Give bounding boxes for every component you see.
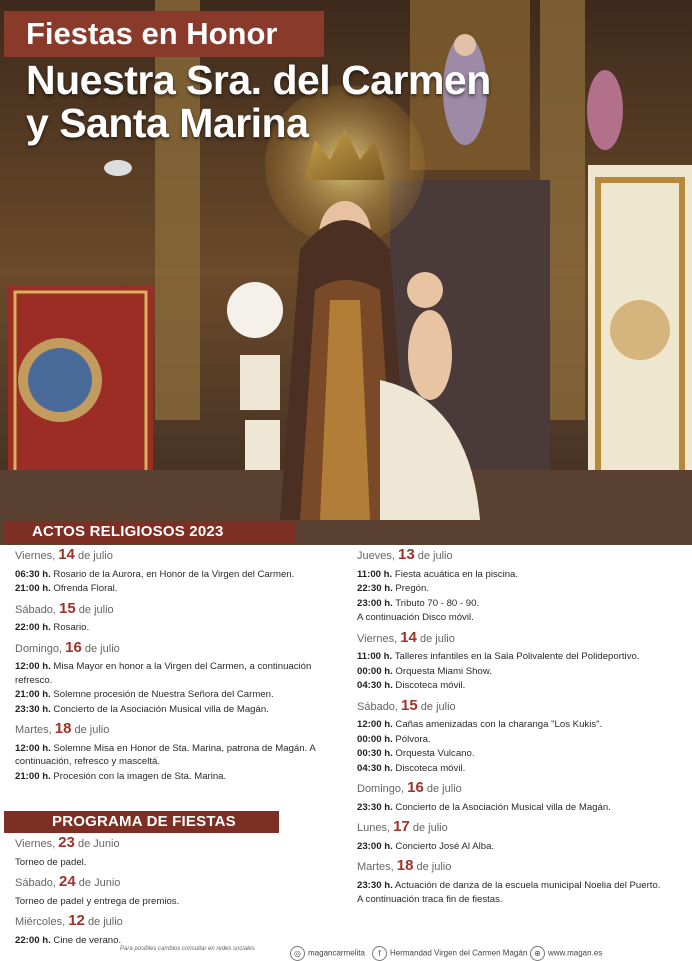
day-heading [15,638,345,657]
event-text: Rosario. [53,622,90,633]
event-time: 12:00 h. [15,742,51,754]
event-item [357,568,687,582]
event-text: Torneo de padel. [15,856,87,868]
event-text: Tributo 70 - 80 - 90. [395,597,480,609]
event-text: Concierto José Al Alba. [395,840,495,852]
day-heading [15,599,345,618]
month: de julio [412,822,448,834]
event-item [15,895,345,909]
event-text: A continuación traca fin de fiestas. [357,894,503,905]
day-heading [15,722,345,738]
event-time: 22:00 h. [15,622,51,633]
event-time: 23:00 h. [357,840,393,852]
event-time: 22:30 h. [357,583,393,594]
event-item [357,665,687,679]
day-heading [15,914,345,930]
day-number: 18 [396,857,414,874]
weekday: Domingo, [15,642,63,655]
event-text: Discoteca móvil. [395,762,466,774]
event-text: Torneo de padel y entrega de premios. [15,895,180,907]
day-number: 14 [58,546,75,563]
religious-schedule [15,548,345,784]
day-heading [357,781,687,797]
event-item [357,718,687,732]
month: de julio [420,700,456,713]
festivities-schedule-left [15,836,345,948]
event-item [357,733,687,747]
title-line-1: Nuestra Sra. del Carmen [26,57,491,103]
event-text: Solemne Misa en Honor de Sta. Marina, patrona de Magán. A continuación, refresco y masceltá. [15,742,316,767]
event-text: Discoteca móvil. [395,680,466,691]
event-time: 11:00 h. [357,568,393,580]
web-address: www.magan.es [548,948,603,958]
event-time: 00:00 h. [357,665,393,677]
day-heading [15,875,345,891]
event-text: Talleres infantiles en la Sala Polivalente del Polideportivo. [394,651,640,662]
event-item [15,770,345,784]
month: de julio [84,642,120,655]
weekday: Sábado, [15,603,56,616]
day-number: 16 [407,779,424,796]
month: de julio [417,550,453,562]
event-time: 21:00 h. [15,583,51,594]
month: de julio [78,603,114,616]
month: de julio [74,724,110,736]
event-item [357,893,687,907]
weekday: Viernes, [15,838,56,850]
event-time: 00:30 h. [357,748,393,759]
day-heading [357,859,687,875]
day-number: 15 [59,599,76,617]
event-item [357,597,687,611]
event-item [15,703,345,717]
month: de julio [77,550,113,562]
globe-icon: ⊕ [530,946,545,961]
day-heading [357,548,687,564]
facebook-link[interactable] [372,946,527,961]
event-time: 04:30 h. [357,762,393,774]
weekday: Viernes, [357,632,398,645]
month: de julio [419,632,455,645]
event-text: A continuación Disco móvil. [357,612,474,623]
event-text: Cañas amenizadas con la charanga "Los Kukis". [395,719,603,730]
event-text: Concierto de la Asociación Musical villa de Magán. [53,703,269,715]
weekday: Lunes, [357,822,391,834]
event-item [357,582,687,596]
religious-heading: ACTOS RELIGIOSOS 2023 [4,521,296,543]
event-item [15,688,345,702]
event-time: 23:30 h. [15,703,51,715]
festivities-schedule-right [357,548,687,908]
event-time: 06:30 h. [15,568,51,580]
event-text: Concierto de la Asociación Musical villa de Magán. [395,801,611,813]
day-heading [15,836,345,852]
event-item [15,742,345,769]
day-number: 17 [393,818,410,835]
event-text: Orquesta Vulcano. [395,748,475,759]
footer-note: Para posibles cambios consultar en redes sociales [120,946,255,952]
event-item [357,650,687,664]
day-number: 15 [401,696,418,714]
instagram-handle: magancarmelita [308,948,365,958]
day-number: 23 [58,834,75,851]
event-text: Rosario de la Aurora, en Honor de la Virgen del Carmen. [53,568,295,580]
event-text: Ofrenda Floral. [53,583,118,594]
title-line-2: y Santa Marina [26,100,309,146]
day-number: 14 [400,628,417,646]
event-item [357,840,687,854]
day-heading [15,548,345,564]
event-text: Actuación de danza de la escuela municipal Noelia del Puerto. [394,879,661,891]
event-item [15,660,345,687]
day-heading [357,628,687,647]
event-text: Cine de verano. [53,934,122,946]
event-text: Fiesta acuática en la piscina. [394,568,519,580]
event-item [357,879,687,893]
weekday: Martes, [15,724,52,736]
month: de Junio [77,838,120,850]
event-item [15,621,345,635]
facebook-handle: Hermandad Virgen del Carmen Magán [390,948,528,958]
event-time: 22:00 h. [15,934,51,946]
instagram-link[interactable] [290,946,365,961]
day-heading [357,820,687,836]
month: de julio [416,861,452,873]
day-number: 13 [397,546,415,563]
weekday: Sábado, [15,877,56,889]
event-time: 21:00 h. [15,770,51,782]
weekday: Viernes, [15,550,56,562]
event-item [357,762,687,776]
event-time: 12:00 h. [357,719,393,730]
pre-title-banner: Fiestas en Honor [4,11,324,57]
event-time: 04:30 h. [357,680,393,691]
weekday: Miércoles, [15,916,66,928]
facebook-icon: f [372,946,387,961]
event-time: 21:00 h. [15,689,51,700]
day-number: 18 [54,720,72,737]
event-text: Pólvora. [395,733,431,745]
weekday: Martes, [357,861,394,873]
event-time: 23:30 h. [357,879,393,891]
day-number: 12 [68,912,85,929]
day-number: 24 [59,873,76,890]
event-item [15,582,345,596]
event-time: 23:30 h. [357,801,393,813]
month: de julio [426,783,462,795]
weekday: Domingo, [357,783,405,795]
month: de Junio [78,877,121,889]
event-item [357,747,687,761]
event-text: Orquesta Miami Show. [395,665,492,677]
footer [0,942,692,960]
month: de julio [87,916,123,928]
event-item [357,679,687,693]
event-item [357,611,687,625]
event-time: 12:00 h. [15,661,51,672]
day-number: 16 [65,638,82,656]
festivities-heading: PROGRAMA DE FIESTAS [4,811,279,833]
event-item [15,568,345,582]
event-item [15,856,345,870]
event-item [357,801,687,815]
event-time: 23:00 h. [357,597,393,609]
web-link[interactable] [530,946,602,961]
event-text: Pregón. [395,583,430,594]
day-heading [357,696,687,715]
event-text: Procesión con la imagen de Sta. Marina. [53,770,227,782]
event-time: 00:00 h. [357,733,393,745]
event-text: Misa Mayor en honor a la Virgen del Carmen, a continuación refresco. [15,661,312,686]
event-time: 11:00 h. [357,651,393,662]
instagram-icon: ◎ [290,946,305,961]
weekday: Jueves, [357,550,395,562]
weekday: Sábado, [357,700,398,713]
event-text: Solemne procesión de Nuestra Señora del Carmen. [53,689,274,700]
